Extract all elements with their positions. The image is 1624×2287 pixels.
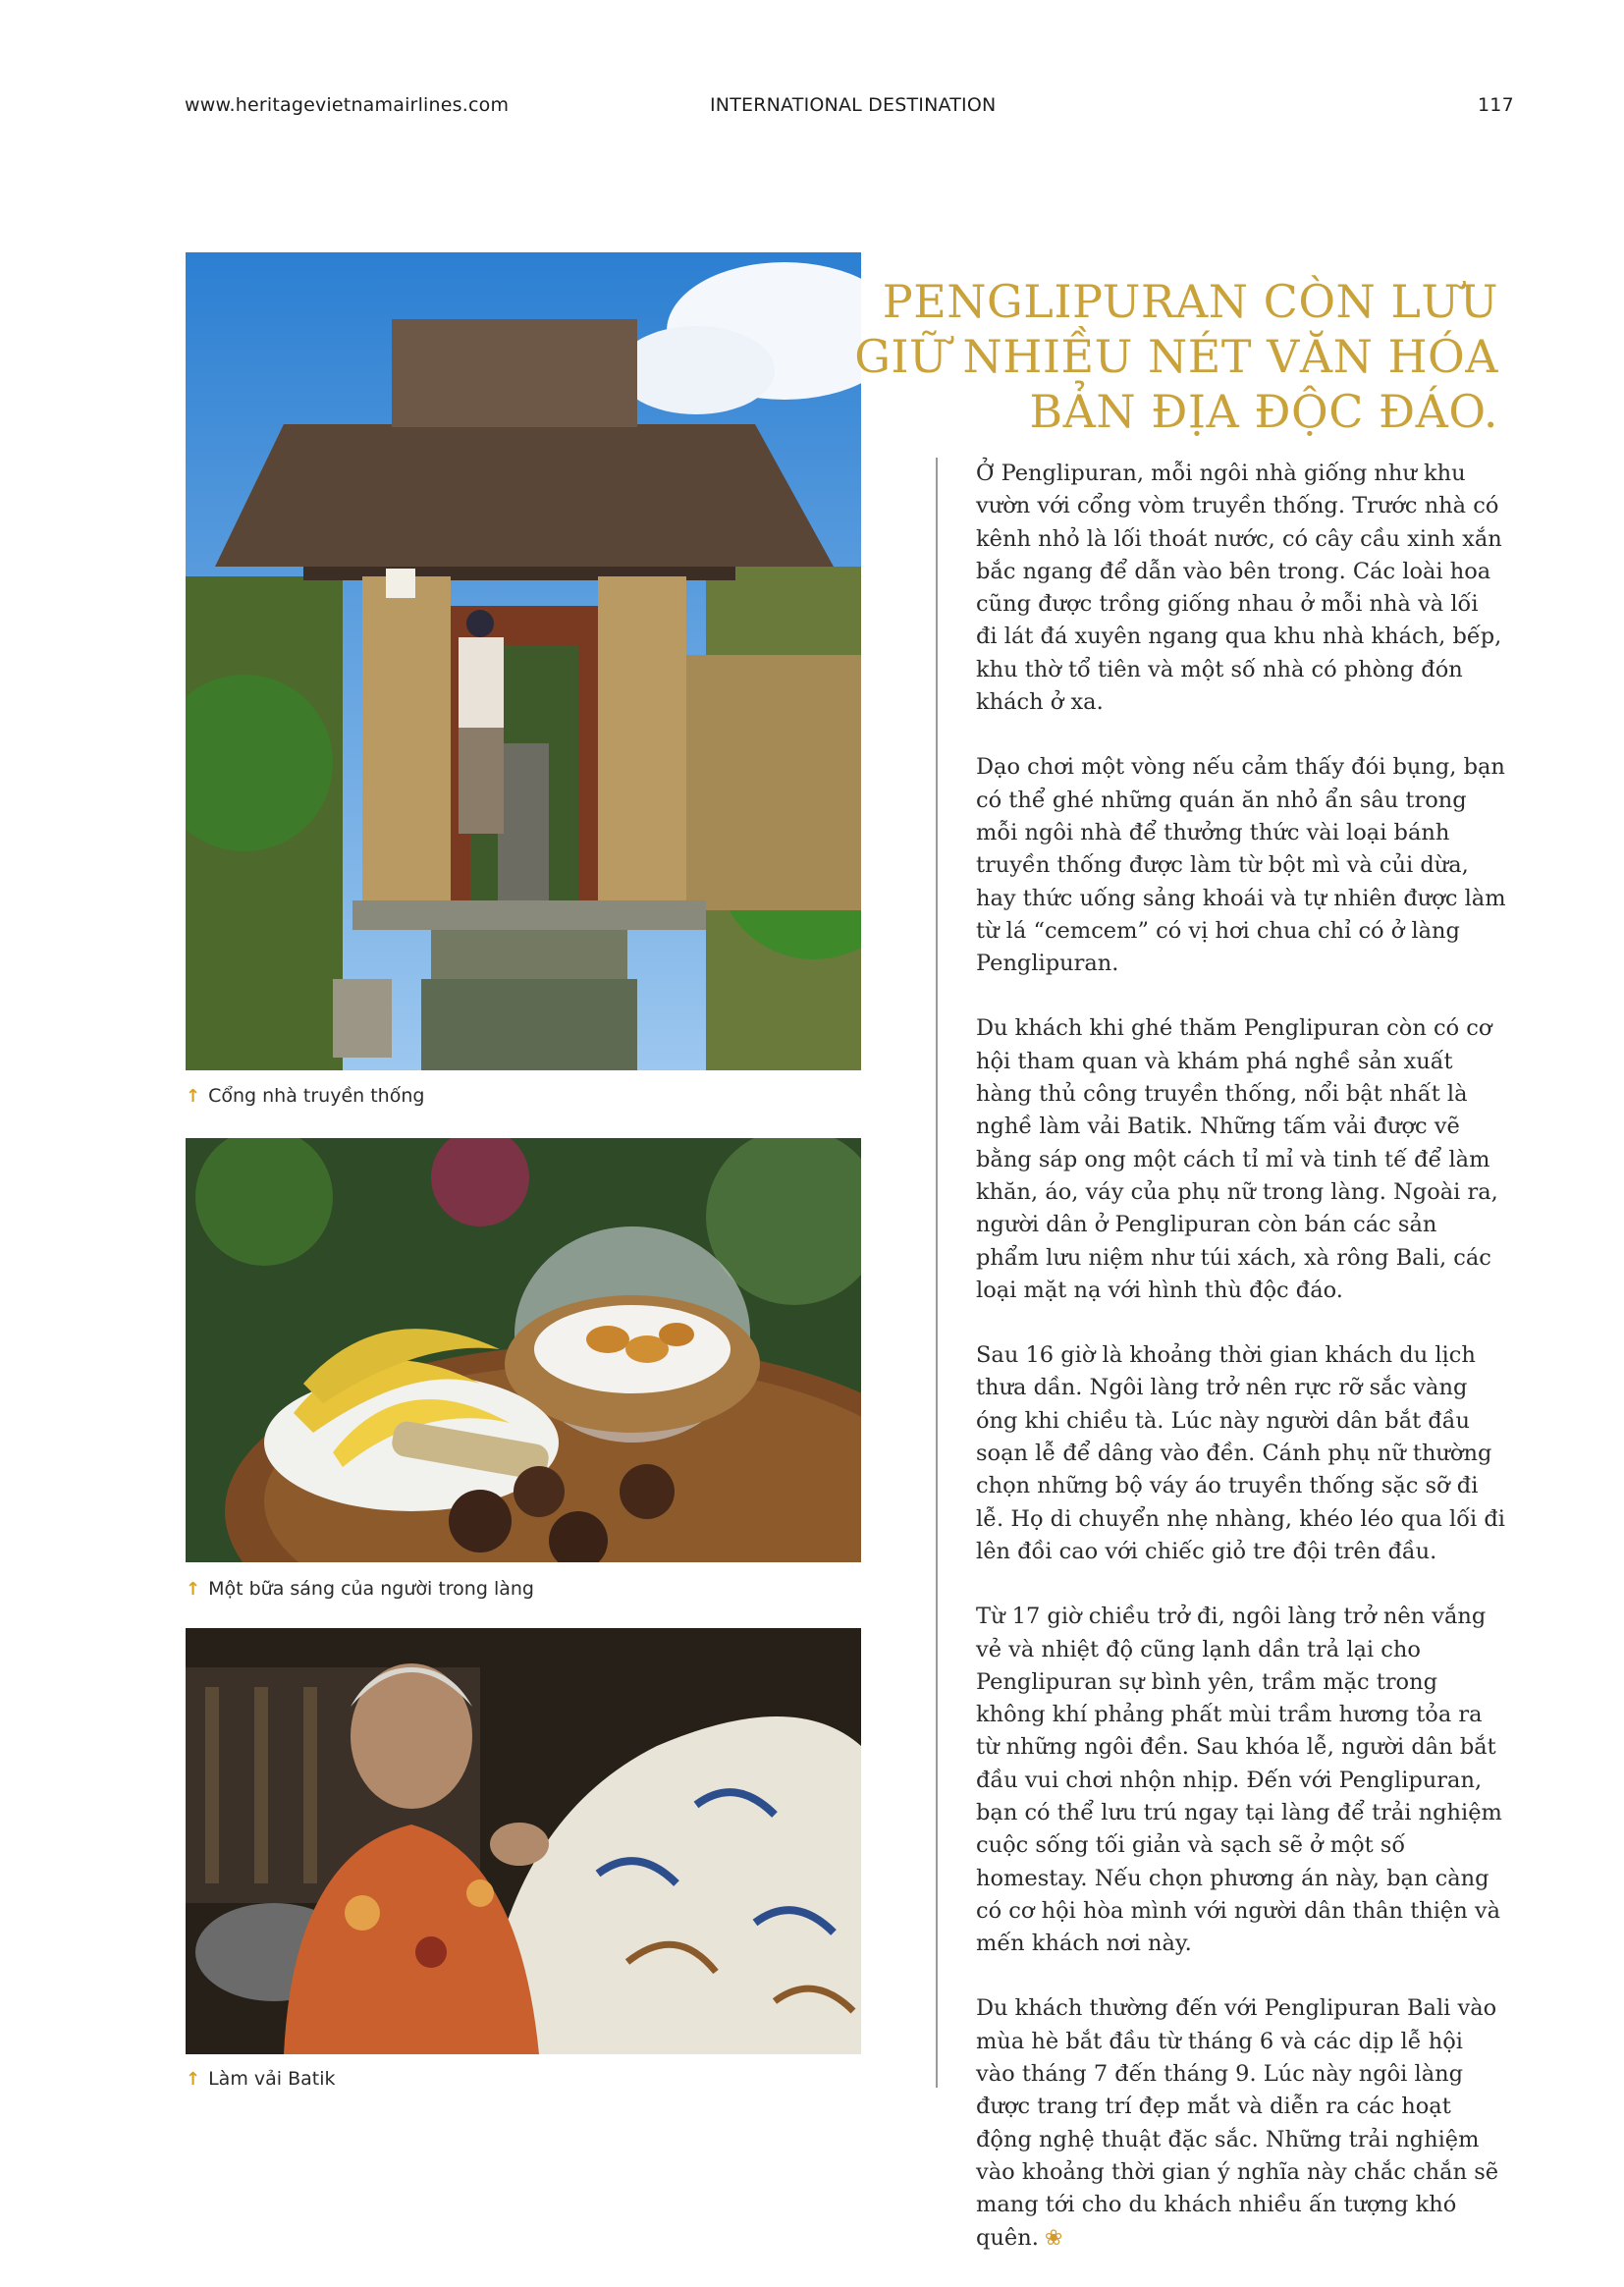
paragraph-5: Từ 17 giờ chiều trở đi, ngôi làng trở nên vắng vẻ và nhiệt độ cũng lạnh dần trả lại cho Penglipuran sự bình yên, trầm mặc trong không khí phảng phất mùi trầm hương tỏa ra từ những ngôi đền. Sau khóa lễ, người dân bắt đầu vui chơi nhộn nhịp. Đến với Penglipuran, bạn có thể lưu trú ngay tại làng để trải nghiệm cuộc sống tối giản và sạch sẽ ở một số homestay. Nếu chọn phương án này, bạn càng có cơ hội hòa mình với người dân thân thiện và mến khách nơi này. — [976, 1604, 1502, 1957]
breakfast-photo — [186, 1138, 861, 1562]
arrow-up-icon: ↑ — [186, 2068, 201, 2090]
paragraph-6 — [976, 1992, 1506, 2254]
paragraph-4: Sau 16 giờ là khoảng thời gian khách du lịch thưa dần. Ngôi làng trở nên rực rỡ sắc vàng óng khi chiều tà. Lúc này người dân bắt đầu soạn lễ để dâng vào đền. Cánh phụ nữ thường chọn những bộ váy áo truyền thống sặc sỡ đi lễ. Họ di chuyển nhẹ nhàng, khéo léo qua lối đi lên đồi cao với chiếc giỏ tre đội trên đầu. — [976, 1342, 1505, 1564]
paragraph-3: Du khách khi ghé thăm Penglipuran còn có cơ hội tham quan và khám phá nghề sản xuất hàng thủ công truyền thống, nổi bật nhất là nghề làm vải Batik. Những tấm vải được vẽ bằng sáp ong một cách tỉ mỉ và tinh tế để làm khăn, áo, váy của phụ nữ trong làng. Ngoài ra, người dân ở Penglipuran còn bán các sản phẩm lưu niệm như túi xách, xà rông Bali, các loại mặt nạ với hình thù độc đáo. — [976, 1015, 1498, 1303]
caption-batik — [186, 2068, 336, 2090]
arrow-up-icon: ↑ — [186, 1085, 201, 1107]
caption-gate — [186, 1085, 424, 1107]
gate-photo — [186, 252, 861, 1070]
caption-batik-text: Làm vải Batik — [208, 2068, 336, 2090]
page-number: 117 — [1478, 94, 1514, 116]
paragraph-1: Ở Penglipuran, mỗi ngôi nhà giống như khu vườn với cổng vòm truyền thống. Trước nhà có kênh nhỏ là lối thoát nước, có cây cầu xinh xắn bắc ngang để dẫn vào bên trong. Các loài hoa cũng được trồng giống nhau ở mỗi nhà và lối đi lát đá xuyên ngang qua khu nhà khách, bếp, khu thờ tổ tiên và một số nhà có phòng đón khách ở xa. — [976, 461, 1502, 716]
website-url: www.heritagevietnamairlines.com — [185, 94, 510, 116]
caption-breakfast — [186, 1578, 534, 1600]
batik-photo — [186, 1628, 861, 2054]
column-divider — [936, 458, 938, 2088]
paragraph-6-text: Du khách thường đến với Penglipuran Bali vào mùa hè bắt đầu từ tháng 6 và các dịp lễ hội vào tháng 7 đến tháng 9. Lúc này ngôi làng được trang trí đẹp mắt và diễn ra các hoạt động nghệ thuật đặc sắc. Những trải nghiệm vào khoảng thời gian ý nghĩa này chắc chắn sẽ mang tới cho du khách nhiều ấn tượng khó quên. — [976, 1995, 1499, 2251]
arrow-up-icon: ↑ — [186, 1578, 201, 1600]
article-body — [976, 458, 1506, 2287]
caption-breakfast-text: Một bữa sáng của người trong làng — [208, 1578, 534, 1600]
article-headline: PENGLIPURAN CÒN LƯU GIỮ NHIỀU NÉT VĂN HÓA BẢN ĐỊA ĐỘC ĐÁO. — [854, 274, 1498, 438]
caption-gate-text: Cổng nhà truyền thống — [208, 1085, 425, 1107]
paragraph-2: Dạo chơi một vòng nếu cảm thấy đói bụng, bạn có thể ghé những quán ăn nhỏ ẩn sâu trong mỗi ngôi nhà để thưởng thức vài loại bánh truyền thống được làm từ bột mì và củi dừa, hay thức uống sảng khoái và tự nhiên được làm từ lá “cemcem” có vị hơi chua chỉ có ở làng Penglipuran. — [976, 754, 1506, 977]
section-title: INTERNATIONAL DESTINATION — [710, 94, 997, 116]
lotus-icon: ❀ — [1044, 2225, 1063, 2251]
